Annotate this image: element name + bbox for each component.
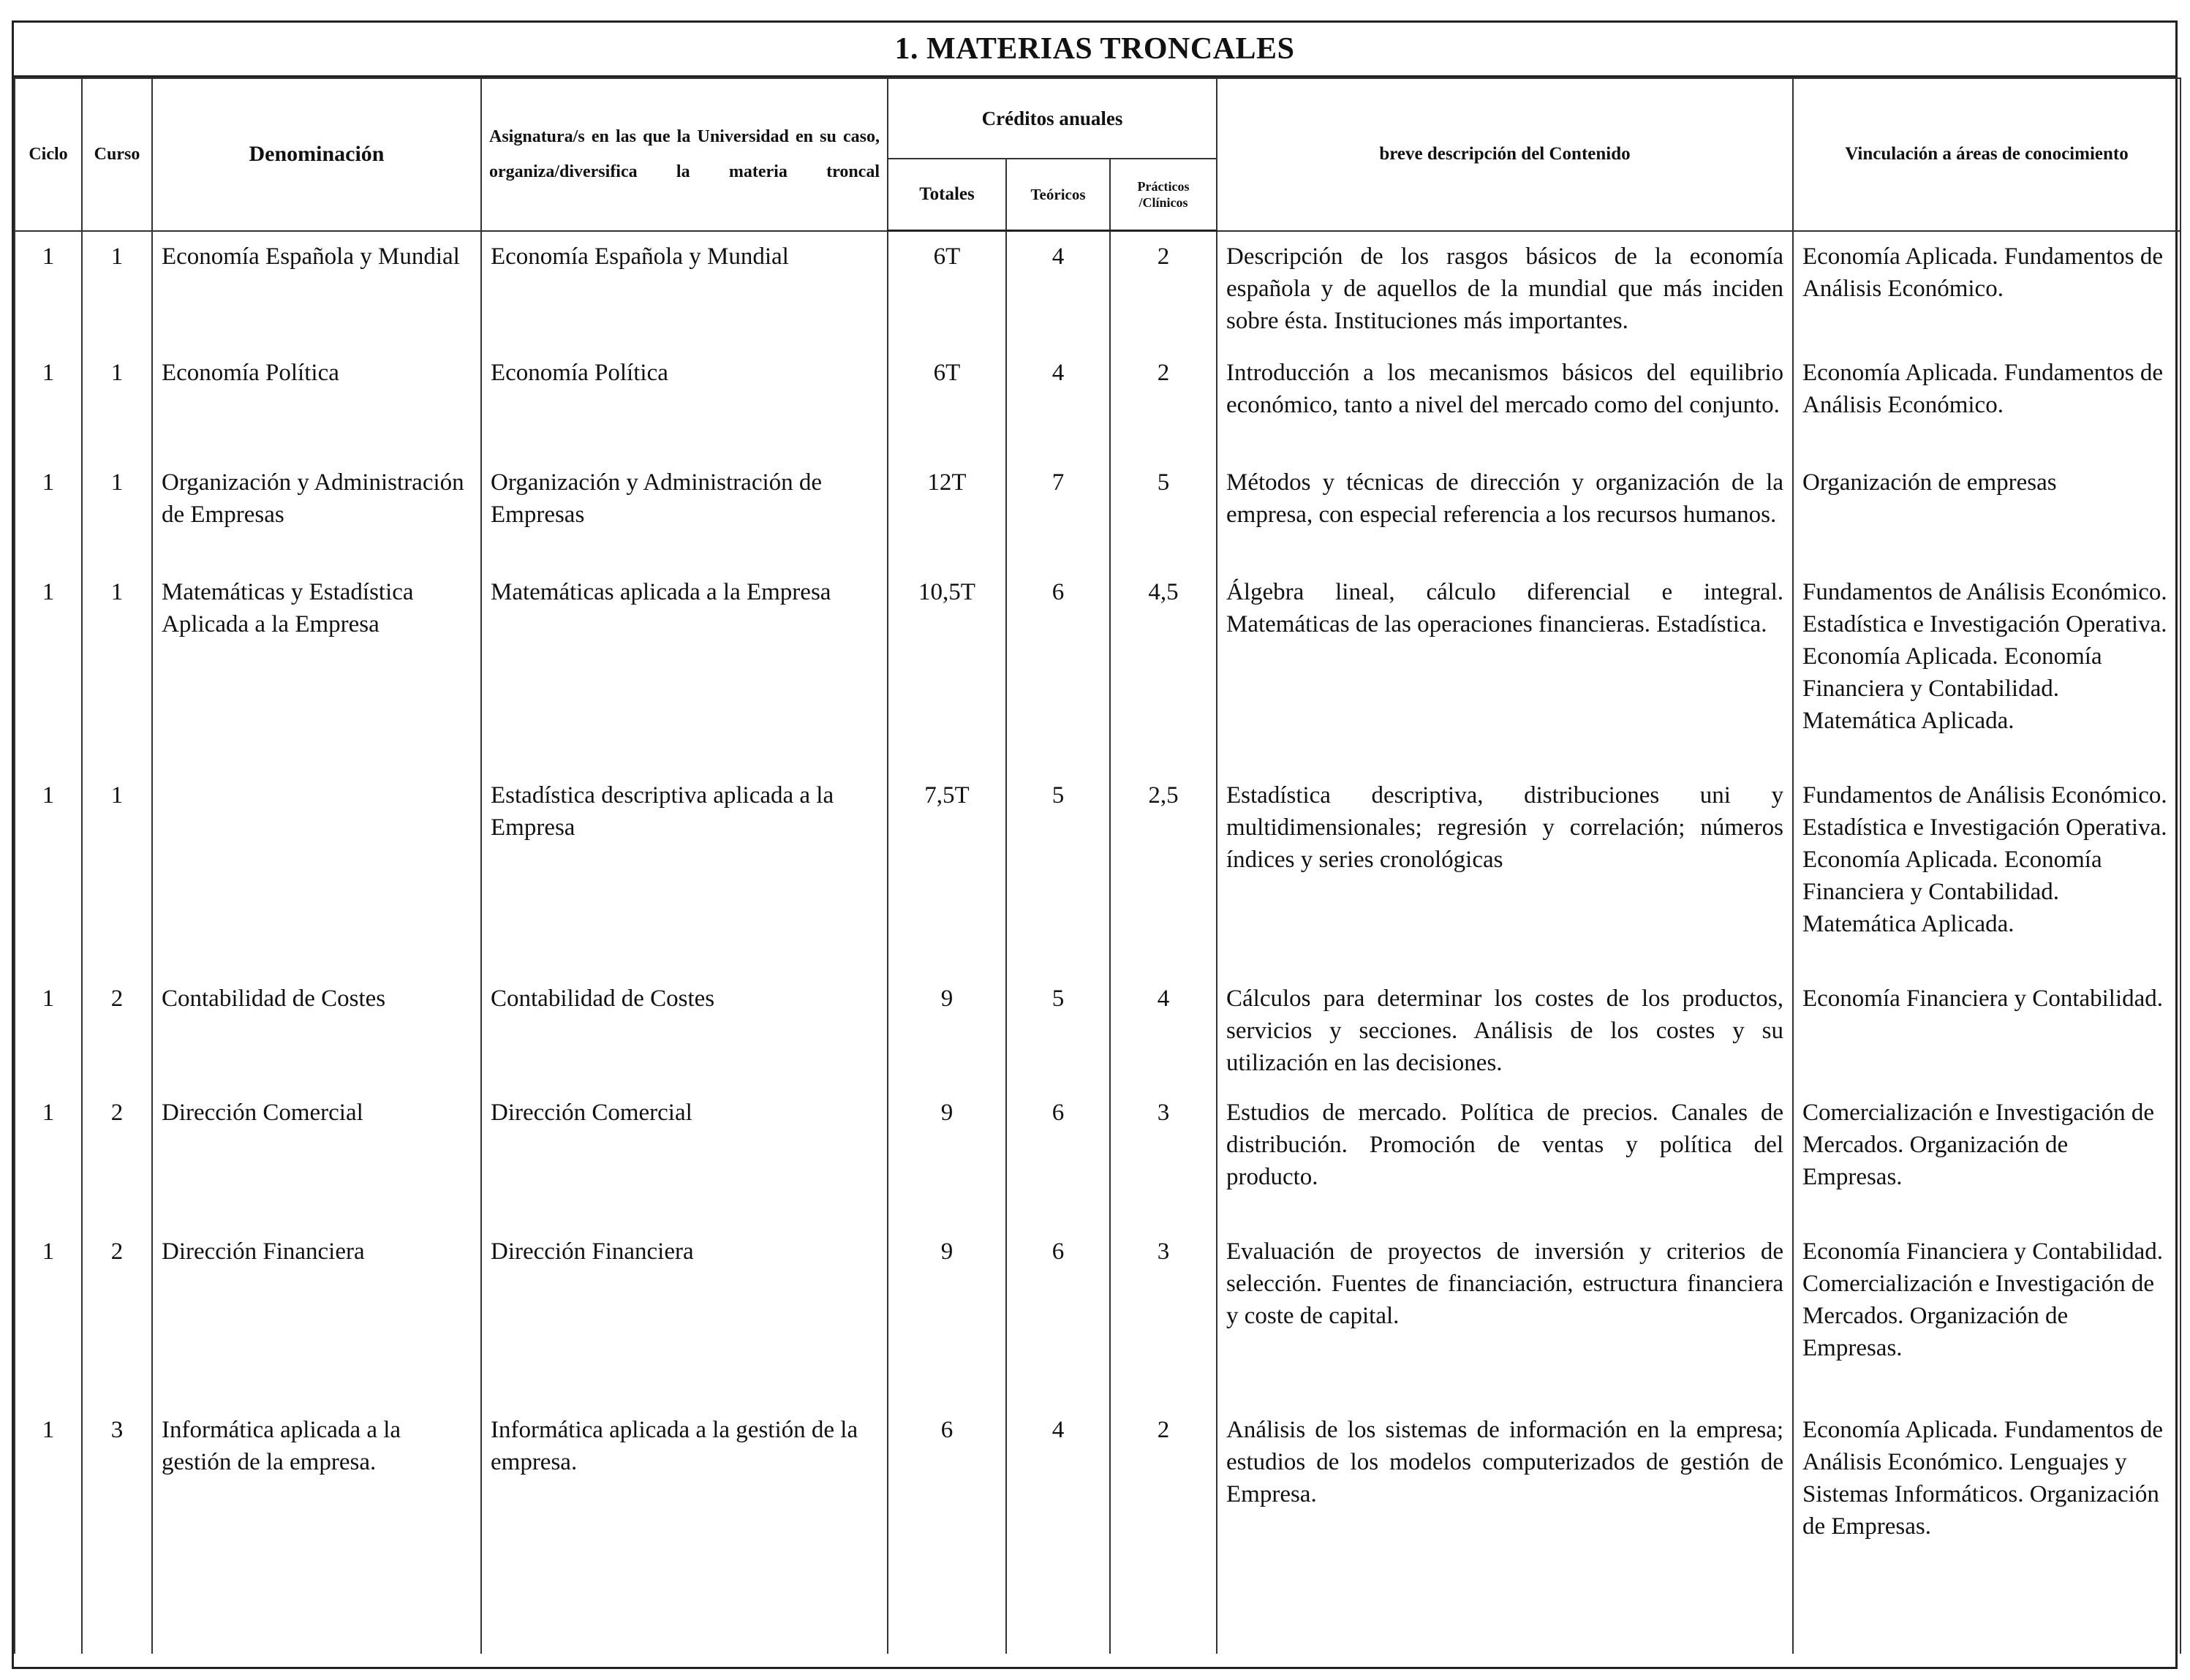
- header-asignatura: Asignatura/s en las que la Universidad en su caso, organiza/diversifica la materia troncal: [481, 78, 888, 231]
- cell-curso: 1: [82, 771, 152, 974]
- table-row: [15, 231, 2180, 348]
- header-curso: Curso: [82, 78, 152, 231]
- cell-ciclo: 1: [15, 1405, 82, 1654]
- cell-teoricos: 6: [1006, 1227, 1110, 1405]
- cell-curso: 2: [82, 974, 152, 1088]
- header-practicos: Prácticos /Clínicos: [1110, 159, 1217, 231]
- cell-asignatura: Dirección Comercial: [481, 1088, 888, 1227]
- cell-curso: 1: [82, 348, 152, 458]
- cell-descripcion: Métodos y técnicas de dirección y organización de la empresa, con especial referencia a los recursos humanos.: [1217, 458, 1793, 567]
- cell-ciclo: 1: [15, 231, 82, 348]
- cell-denominacion: Economía Política: [152, 348, 481, 458]
- cell-teoricos: 4: [1006, 1405, 1110, 1654]
- table-row: [15, 1405, 2180, 1654]
- cell-vinculacion: Economía Financiera y Contabilidad. Comercialización e Investigación de Mercados. Organización de Empresas.: [1793, 1227, 2180, 1405]
- cell-practicos: 3: [1110, 1227, 1217, 1405]
- cell-descripcion: Álgebra lineal, cálculo diferencial e integral. Matemáticas de las operaciones financieras. Estadística.: [1217, 567, 1793, 771]
- cell-asignatura: Economía Española y Mundial: [481, 231, 888, 348]
- cell-totales: 6T: [888, 231, 1006, 348]
- cell-descripcion: Análisis de los sistemas de información en la empresa; estudios de los modelos computerizados de gestión de Empresa.: [1217, 1405, 1793, 1654]
- cell-ciclo: 1: [15, 1227, 82, 1405]
- cell-practicos: 2: [1110, 1405, 1217, 1654]
- cell-teoricos: 5: [1006, 771, 1110, 974]
- cell-teoricos: 4: [1006, 348, 1110, 458]
- cell-vinculacion: Economía Aplicada. Fundamentos de Análisis Económico. Lenguajes y Sistemas Informáticos. Organización de Empresas.: [1793, 1405, 2180, 1654]
- cell-vinculacion: Fundamentos de Análisis Económico. Estadística e Investigación Operativa. Economía Aplicada. Economía Financiera y Contabilidad. Matemática Aplicada.: [1793, 771, 2180, 974]
- cell-practicos: 2,5: [1110, 771, 1217, 974]
- cell-descripcion: Estadística descriptiva, distribuciones uni y multidimensionales; regresión y correlación; números índices y series cronológicas: [1217, 771, 1793, 974]
- cell-vinculacion: Economía Financiera y Contabilidad.: [1793, 974, 2180, 1088]
- cell-ciclo: 1: [15, 458, 82, 567]
- cell-curso: 1: [82, 567, 152, 771]
- materias-table: [14, 77, 2181, 1654]
- cell-ciclo: 1: [15, 1088, 82, 1227]
- header-ciclo: Ciclo: [15, 78, 82, 231]
- table-row: [15, 458, 2180, 567]
- cell-asignatura: Dirección Financiera: [481, 1227, 888, 1405]
- cell-descripcion: Cálculos para determinar los costes de los productos, servicios y secciones. Análisis de los costes y su utilización en las decisiones.: [1217, 974, 1793, 1088]
- cell-ciclo: 1: [15, 771, 82, 974]
- cell-denominacion: Economía Española y Mundial: [152, 231, 481, 348]
- table-row: [15, 974, 2180, 1088]
- cell-practicos: 3: [1110, 1088, 1217, 1227]
- cell-denominacion: Dirección Financiera: [152, 1227, 481, 1405]
- cell-ciclo: 1: [15, 567, 82, 771]
- cell-asignatura: Matemáticas aplicada a la Empresa: [481, 567, 888, 771]
- cell-totales: 10,5T: [888, 567, 1006, 771]
- cell-curso: 1: [82, 458, 152, 567]
- document-page: [12, 20, 2178, 1669]
- cell-descripcion: Evaluación de proyectos de inversión y criterios de selección. Fuentes de financiación, estructura financiera y coste de capital.: [1217, 1227, 1793, 1405]
- table-row: [15, 771, 2180, 974]
- cell-denominacion: Contabilidad de Costes: [152, 974, 481, 1088]
- cell-vinculacion: Economía Aplicada. Fundamentos de Análisis Económico.: [1793, 348, 2180, 458]
- table-row: [15, 1227, 2180, 1405]
- cell-totales: 12T: [888, 458, 1006, 567]
- cell-descripcion: Descripción de los rasgos básicos de la economía española y de aquellos de la mundial que más inciden sobre ésta. Instituciones más importantes.: [1217, 231, 1793, 348]
- cell-denominacion: [152, 771, 481, 974]
- cell-totales: 9: [888, 974, 1006, 1088]
- cell-practicos: 2: [1110, 348, 1217, 458]
- cell-vinculacion: Economía Aplicada. Fundamentos de Análisis Económico.: [1793, 231, 2180, 348]
- cell-totales: 6: [888, 1405, 1006, 1654]
- cell-vinculacion: Comercialización e Investigación de Mercados. Organización de Empresas.: [1793, 1088, 2180, 1227]
- page-title: 1. MATERIAS TRONCALES: [14, 23, 2175, 77]
- cell-asignatura: Estadística descriptiva aplicada a la Empresa: [481, 771, 888, 974]
- cell-teoricos: 4: [1006, 231, 1110, 348]
- table-row: [15, 567, 2180, 771]
- header-teoricos: Teóricos: [1006, 159, 1110, 231]
- cell-denominacion: Informática aplicada a la gestión de la empresa.: [152, 1405, 481, 1654]
- cell-teoricos: 6: [1006, 1088, 1110, 1227]
- cell-descripcion: Estudios de mercado. Política de precios. Canales de distribución. Promoción de ventas y política del producto.: [1217, 1088, 1793, 1227]
- cell-denominacion: Matemáticas y Estadística Aplicada a la Empresa: [152, 567, 481, 771]
- cell-asignatura: Informática aplicada a la gestión de la empresa.: [481, 1405, 888, 1654]
- cell-totales: 7,5T: [888, 771, 1006, 974]
- cell-vinculacion: Fundamentos de Análisis Económico. Estadística e Investigación Operativa. Economía Aplicada. Economía Financiera y Contabilidad. Matemática Aplicada.: [1793, 567, 2180, 771]
- cell-vinculacion: Organización de empresas: [1793, 458, 2180, 567]
- header-descripcion: breve descripción del Contenido: [1217, 78, 1793, 231]
- cell-curso: 3: [82, 1405, 152, 1654]
- cell-descripcion: Introducción a los mecanismos básicos del equilibrio económico, tanto a nivel del mercado como del conjunto.: [1217, 348, 1793, 458]
- cell-practicos: 2: [1110, 231, 1217, 348]
- cell-totales: 9: [888, 1227, 1006, 1405]
- cell-curso: 1: [82, 231, 152, 348]
- cell-teoricos: 7: [1006, 458, 1110, 567]
- cell-curso: 2: [82, 1227, 152, 1405]
- header-totales: Totales: [888, 159, 1006, 231]
- cell-ciclo: 1: [15, 974, 82, 1088]
- table-row: [15, 1088, 2180, 1227]
- cell-totales: 6T: [888, 348, 1006, 458]
- cell-teoricos: 5: [1006, 974, 1110, 1088]
- cell-denominacion: Organización y Administración de Empresas: [152, 458, 481, 567]
- cell-asignatura: Economía Política: [481, 348, 888, 458]
- header-vinculacion: Vinculación a áreas de conocimiento: [1793, 78, 2180, 231]
- cell-asignatura: Contabilidad de Costes: [481, 974, 888, 1088]
- cell-curso: 2: [82, 1088, 152, 1227]
- cell-totales: 9: [888, 1088, 1006, 1227]
- cell-denominacion: Dirección Comercial: [152, 1088, 481, 1227]
- header-denominacion: Denominación: [152, 78, 481, 231]
- cell-practicos: 5: [1110, 458, 1217, 567]
- cell-practicos: 4,5: [1110, 567, 1217, 771]
- table-row: [15, 348, 2180, 458]
- cell-ciclo: 1: [15, 348, 82, 458]
- header-creditos: Créditos anuales: [888, 78, 1217, 159]
- cell-practicos: 4: [1110, 974, 1217, 1088]
- cell-teoricos: 6: [1006, 567, 1110, 771]
- cell-asignatura: Organización y Administración de Empresas: [481, 458, 888, 567]
